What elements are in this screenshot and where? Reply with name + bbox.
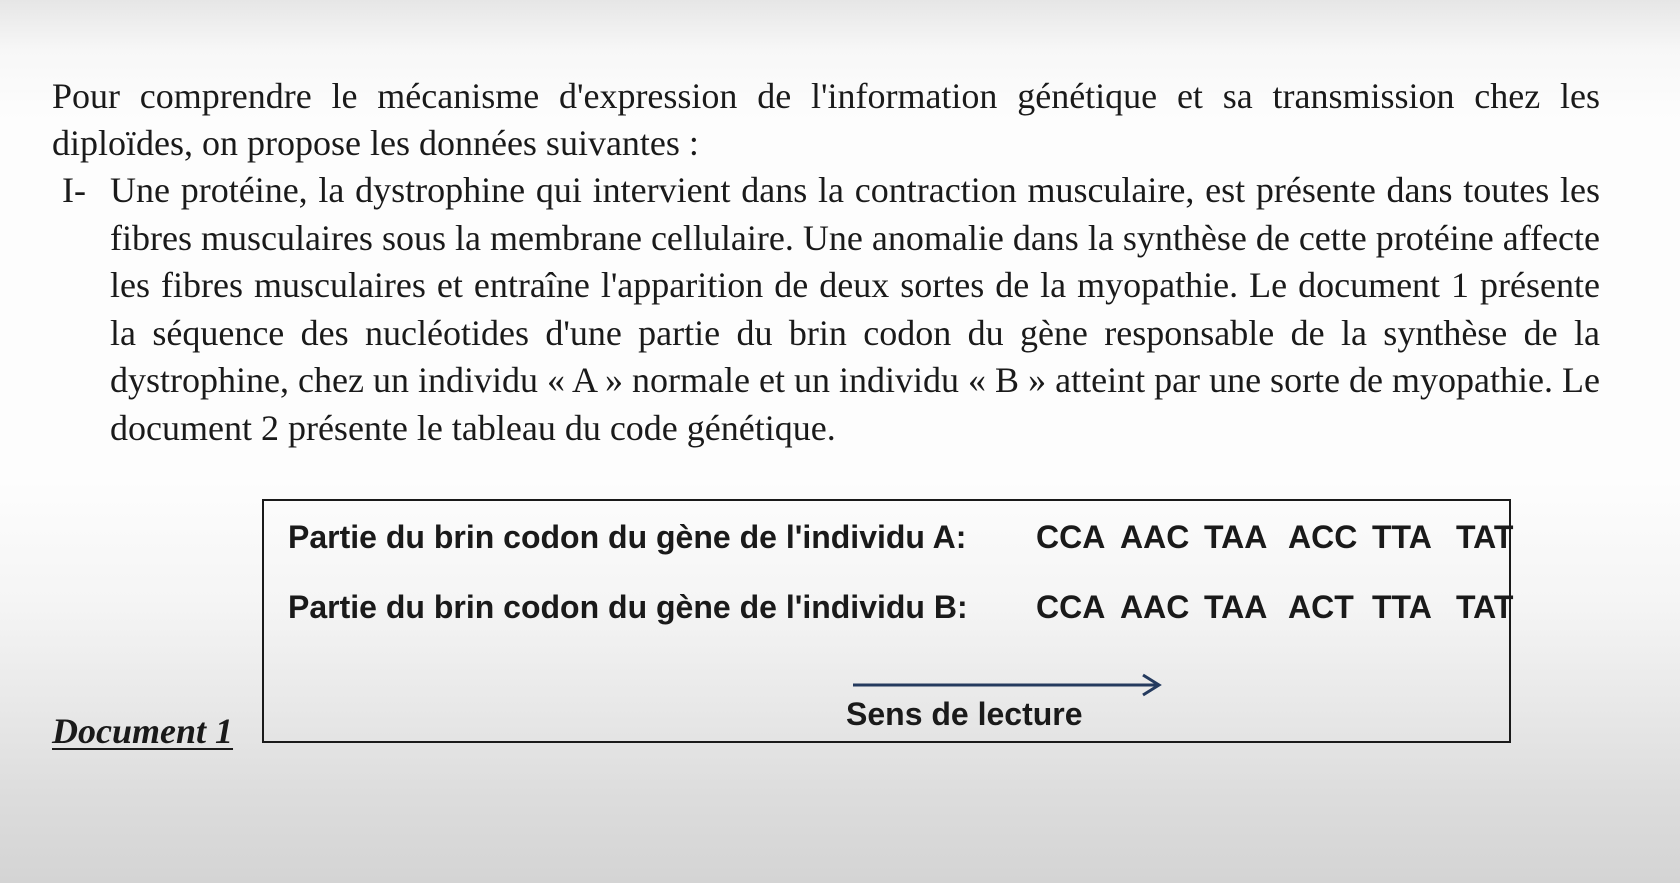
codon: ACT — [1288, 589, 1354, 625]
codon: AAC — [1120, 519, 1190, 555]
codon-list-a — [1036, 517, 1540, 557]
codon-list-b — [1036, 587, 1540, 627]
codon: TAA — [1204, 589, 1268, 625]
item-text: Une protéine, la dystrophine qui intervient dans la contraction musculaire, est présente dans toutes les fibres musculaires sous la membrane cellulaire. Une anomalie dans la synthèse de cette protéine affecte les fibres musculaires et entraîne l'apparition de deux sortes de la myopathie. Le document 1 présente la séquence des nucléotides d'une partie du brin codon du gène responsable de la synthèse de la dystrophine, chez un individu « A » normale et un individu « B » atteint par une sorte de myopathie. Le document 2 présente le tableau du code génétique. — [110, 170, 1600, 448]
codon: CCA — [1036, 589, 1106, 625]
codon: TAT — [1456, 589, 1514, 625]
codon: TTA — [1372, 589, 1432, 625]
document-label: Document 1 — [52, 711, 234, 751]
codon: AAC — [1120, 589, 1190, 625]
codon: TTA — [1372, 519, 1432, 555]
sequence-label-a: Partie du brin codon du gène de l'individu A: — [288, 519, 967, 555]
codon: TAT — [1456, 519, 1514, 555]
document-1-box — [262, 499, 1514, 743]
question-item-1 — [52, 167, 1600, 452]
codon: CCA — [1036, 519, 1106, 555]
sequence-label-b: Partie du brin codon du gène de l'individu B: — [288, 589, 968, 625]
reading-direction-label: Sens de lecture — [846, 696, 1083, 732]
intro-paragraph: Pour comprendre le mécanisme d'expression de l'information génétique et sa transmission chez les diploïdes, on propose les données suivantes : — [52, 76, 1600, 163]
codon: ACC — [1288, 519, 1358, 555]
codon: TAA — [1204, 519, 1268, 555]
item-marker: I- — [62, 170, 86, 210]
